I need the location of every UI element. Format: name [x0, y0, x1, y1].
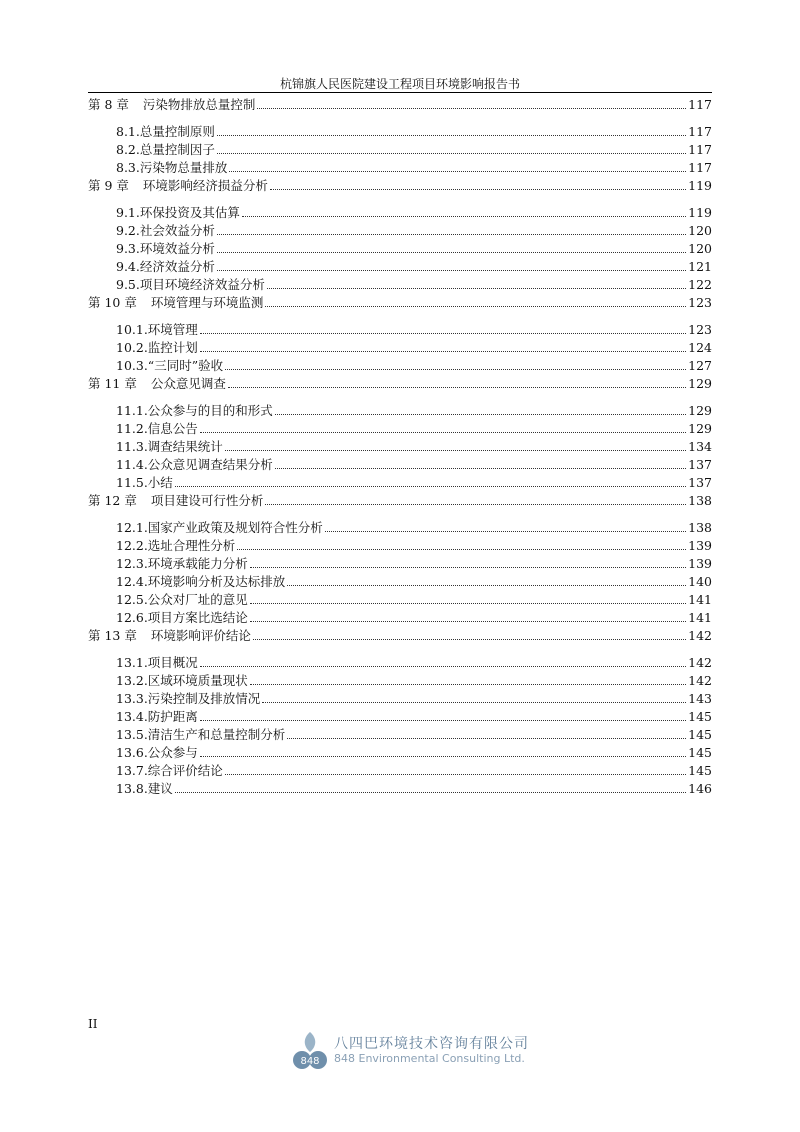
toc-entry-title: 11.5.小结	[116, 475, 173, 490]
toc-entry-title: 13.8.建议	[116, 781, 173, 796]
toc-chapter-entry[interactable]	[88, 177, 712, 196]
toc-section-entry[interactable]	[88, 690, 712, 708]
toc-page-number: 139	[688, 538, 712, 553]
toc-entry-title: 环境影响评价结论	[150, 628, 251, 643]
toc-dot-leader	[175, 792, 686, 793]
toc-page-number: 134	[688, 439, 712, 454]
toc-dot-leader	[325, 531, 686, 532]
toc-dot-leader	[200, 333, 686, 334]
toc-entry-title: 12.3.环境承载能力分析	[116, 556, 248, 571]
toc-dot-leader	[175, 486, 686, 487]
toc-entry-title: 环境管理与环境监测	[150, 295, 264, 310]
toc-dot-leader	[270, 189, 686, 190]
toc-entry-title: 9.3.环境效益分析	[116, 241, 215, 256]
toc-entry-title: 11.4.公众意见调查结果分析	[116, 457, 273, 472]
logo-chinese-name: 八四巴环境技术咨询有限公司	[334, 1036, 529, 1052]
toc-dot-leader	[200, 756, 686, 757]
toc-entry-title: 公众意见调查	[150, 376, 226, 391]
toc-entry-title: 12.2.选址合理性分析	[116, 538, 236, 553]
toc-page-number: 117	[688, 97, 712, 112]
toc-dot-leader	[237, 549, 686, 550]
toc-entry-title: 13.4.防护距离	[116, 709, 198, 724]
toc-section-entry[interactable]	[88, 321, 712, 339]
toc-entry-title: 8.1.总量控制原则	[116, 124, 215, 139]
page-number: II	[88, 1017, 98, 1031]
toc-page-number: 145	[688, 709, 712, 724]
toc-page-number: 145	[688, 763, 712, 778]
toc-dot-leader	[242, 216, 686, 217]
toc-page-number: 142	[688, 673, 712, 688]
toc-entry-title: 8.3.污染物总量排放	[116, 160, 228, 175]
toc-chapter-number: 第 12 章	[88, 493, 137, 508]
toc-chapter-entry[interactable]	[88, 627, 712, 646]
toc-section-entry[interactable]	[88, 456, 712, 474]
toc-dot-leader	[287, 738, 686, 739]
toc-dot-leader	[253, 639, 686, 640]
toc-dot-leader	[267, 288, 686, 289]
toc-section-entry[interactable]	[88, 474, 712, 492]
toc-page-number: 143	[688, 691, 712, 706]
toc-page-number: 137	[688, 475, 712, 490]
toc-page-number: 140	[688, 574, 712, 589]
toc-dot-leader	[262, 702, 686, 703]
toc-chapter-number: 第 10 章	[88, 295, 137, 310]
toc-section-entry[interactable]	[88, 276, 712, 294]
toc-section-entry[interactable]	[88, 726, 712, 744]
toc-page-number: 119	[688, 178, 712, 193]
toc-chapter-number: 第 8 章	[88, 97, 129, 112]
toc-section-entry[interactable]	[88, 609, 712, 627]
toc-section-entry[interactable]	[88, 159, 712, 177]
toc-dot-leader	[217, 252, 686, 253]
toc-chapter-number: 第 9 章	[88, 178, 129, 193]
toc-entry-title: 项目建设可行性分析	[150, 493, 264, 508]
toc-section-entry[interactable]	[88, 438, 712, 456]
toc-section-entry[interactable]	[88, 357, 712, 375]
logo-english-name: 848 Environmental Consulting Ltd.	[334, 1052, 525, 1065]
toc-dot-leader	[225, 369, 686, 370]
toc-page-number: 117	[688, 142, 712, 157]
toc-dot-leader	[275, 468, 686, 469]
toc-section-entry[interactable]	[88, 708, 712, 726]
toc-entry-title: 13.3.污染控制及排放情况	[116, 691, 261, 706]
toc-entry-title: 12.6.项目方案比选结论	[116, 610, 248, 625]
toc-dot-leader	[200, 351, 686, 352]
toc-chapter-number: 第 13 章	[88, 628, 137, 643]
toc-dot-leader	[275, 414, 686, 415]
toc-page-number: 127	[688, 358, 712, 373]
toc-entry-title: 10.3.“三同时”验收	[116, 358, 224, 373]
toc-chapter-entry[interactable]	[88, 294, 712, 313]
running-header: 杭锦旗人民医院建设工程项目环境影响报告书	[279, 77, 520, 91]
toc-section-entry[interactable]	[88, 519, 712, 537]
toc-page-number: 141	[688, 592, 712, 607]
toc-dot-leader	[200, 666, 686, 667]
toc-dot-leader	[250, 603, 686, 604]
toc-page-number: 142	[688, 655, 712, 670]
toc-page-number: 123	[688, 295, 712, 310]
toc-dot-leader	[217, 270, 686, 271]
toc-page-number: 122	[688, 277, 712, 292]
toc-chapter-number: 第 11 章	[88, 376, 137, 391]
toc-page-number: 139	[688, 556, 712, 571]
toc-dot-leader	[217, 234, 686, 235]
toc-page-number: 138	[688, 520, 712, 535]
toc-page-number: 129	[688, 376, 712, 391]
toc-dot-leader	[250, 621, 686, 622]
toc-dot-leader	[228, 387, 686, 388]
toc-page-number: 129	[688, 421, 712, 436]
toc-page-number: 117	[688, 124, 712, 139]
toc-page-number: 119	[688, 205, 712, 220]
toc-section-entry[interactable]	[88, 573, 712, 591]
toc-page-number: 124	[688, 340, 712, 355]
toc-entry-title: 11.1.公众参与的目的和形式	[116, 403, 273, 418]
toc-entry-title: 13.7.综合评价结论	[116, 763, 223, 778]
toc-dot-leader	[257, 108, 686, 109]
svg-text:848: 848	[300, 1056, 320, 1067]
toc-entry-title: 13.6.公众参与	[116, 745, 198, 760]
toc-entry-title: 污染物排放总量控制	[142, 97, 256, 112]
toc-page-number: 138	[688, 493, 712, 508]
toc-entry-title: 10.2.监控计划	[116, 340, 198, 355]
toc-entry-title: 环境影响经济损益分析	[142, 178, 268, 193]
toc-chapter-entry[interactable]	[88, 492, 712, 511]
toc-dot-leader	[225, 774, 686, 775]
header-rule	[88, 92, 712, 93]
toc-section-entry[interactable]	[88, 402, 712, 420]
toc-section-entry[interactable]	[88, 204, 712, 222]
toc-dot-leader	[217, 135, 686, 136]
toc-page-number: 145	[688, 745, 712, 760]
toc-entry-title: 9.1.环保投资及其估算	[116, 205, 240, 220]
toc-entry-title: 9.4.经济效益分析	[116, 259, 215, 274]
toc-section-entry[interactable]	[88, 240, 712, 258]
toc-section-entry[interactable]	[88, 420, 712, 438]
toc-section-entry[interactable]	[88, 222, 712, 240]
toc-entry-title: 11.3.调查结果统计	[116, 439, 223, 454]
toc-page-number: 120	[688, 223, 712, 238]
toc-page-number: 120	[688, 241, 712, 256]
toc-page-number: 141	[688, 610, 712, 625]
toc-section-entry[interactable]	[88, 339, 712, 357]
toc-section-entry[interactable]	[88, 672, 712, 690]
toc-section-entry[interactable]	[88, 258, 712, 276]
toc-entry-title: 13.1.项目概况	[116, 655, 198, 670]
toc-section-entry[interactable]	[88, 123, 712, 141]
company-logo	[290, 1030, 530, 1072]
toc-entry-title: 12.4.环境影响分析及达标排放	[116, 574, 286, 589]
toc-dot-leader	[250, 684, 686, 685]
table-of-contents	[88, 96, 712, 798]
toc-entry-title: 10.1.环境管理	[116, 322, 198, 337]
toc-dot-leader	[225, 450, 686, 451]
toc-entry-title: 8.2.总量控制因子	[116, 142, 215, 157]
toc-page-number: 117	[688, 160, 712, 175]
toc-entry-title: 12.1.国家产业政策及规划符合性分析	[116, 520, 323, 535]
toc-page-number: 123	[688, 322, 712, 337]
toc-dot-leader	[250, 567, 686, 568]
toc-section-entry[interactable]	[88, 591, 712, 609]
leaf-logo-icon	[290, 1030, 330, 1072]
toc-section-entry[interactable]	[88, 141, 712, 159]
toc-dot-leader	[287, 585, 686, 586]
toc-section-entry[interactable]	[88, 744, 712, 762]
toc-chapter-entry[interactable]	[88, 375, 712, 394]
toc-chapter-entry[interactable]	[88, 96, 712, 115]
toc-dot-leader	[229, 171, 686, 172]
toc-dot-leader	[265, 504, 686, 505]
toc-dot-leader	[217, 153, 686, 154]
toc-page-number: 129	[688, 403, 712, 418]
toc-page-number: 142	[688, 628, 712, 643]
toc-section-entry[interactable]	[88, 654, 712, 672]
toc-page-number: 146	[688, 781, 712, 796]
toc-entry-title: 9.2.社会效益分析	[116, 223, 215, 238]
toc-section-entry[interactable]	[88, 762, 712, 780]
toc-dot-leader	[200, 720, 686, 721]
toc-dot-leader	[265, 306, 686, 307]
toc-entry-title: 13.2.区域环境质量现状	[116, 673, 248, 688]
toc-section-entry[interactable]	[88, 780, 712, 798]
toc-entry-title: 13.5.清洁生产和总量控制分析	[116, 727, 286, 742]
toc-page-number: 121	[688, 259, 712, 274]
toc-page-number: 137	[688, 457, 712, 472]
toc-entry-title: 12.5.公众对厂址的意见	[116, 592, 248, 607]
toc-section-entry[interactable]	[88, 555, 712, 573]
toc-entry-title: 11.2.信息公告	[116, 421, 198, 436]
toc-dot-leader	[200, 432, 686, 433]
toc-entry-title: 9.5.项目环境经济效益分析	[116, 277, 265, 292]
toc-page-number: 145	[688, 727, 712, 742]
toc-section-entry[interactable]	[88, 537, 712, 555]
